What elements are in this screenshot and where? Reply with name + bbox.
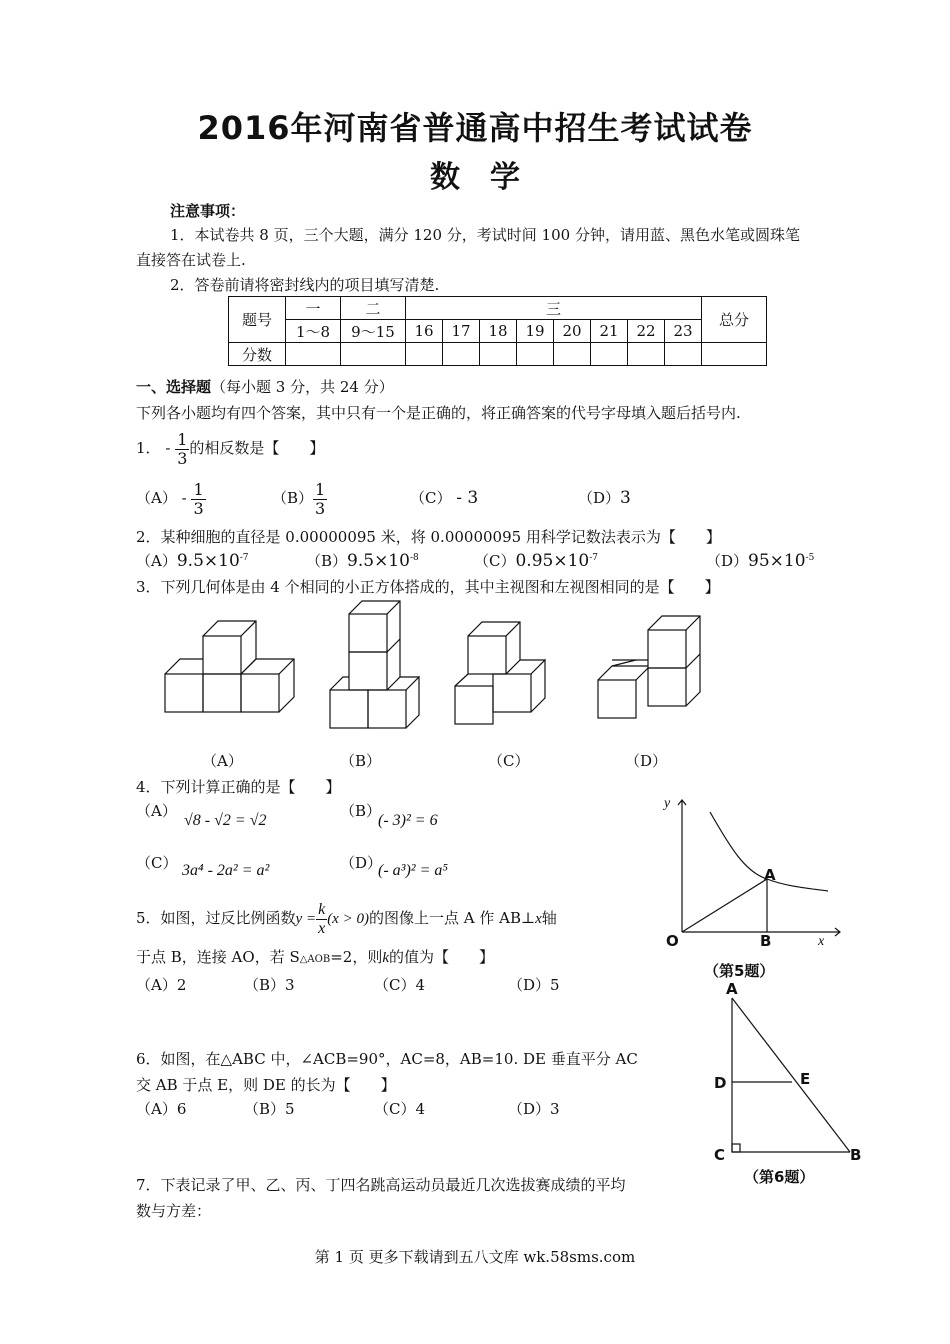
q6-option-d[interactable]: （D）3 [508,1100,560,1118]
q1-option-d[interactable]: （D）3 [578,488,631,508]
fig5-segment-ao [682,879,767,932]
score-table-col: 17 [443,320,480,343]
q6-option-c[interactable]: （C）4 [374,1100,426,1118]
q5-stem-line2: 于点 B，连接 AO，若 S△AOB=2，则k的值为【 】 [136,948,495,966]
fig5-o-label: O [666,932,679,950]
fig6-triangle [720,996,860,1160]
score-table-group-2: 二 [341,297,406,320]
q3-label-b[interactable]: （B） [340,752,382,770]
score-table-fenshu: 分数 [229,343,286,366]
score-cell[interactable] [480,343,517,366]
score-table-col: 21 [591,320,628,343]
q6-option-b[interactable]: （B）5 [244,1100,295,1118]
score-table-col: 22 [628,320,665,343]
score-cell[interactable] [286,343,341,366]
solid-a [165,621,294,712]
q4-option-c-label[interactable]: （C） [136,854,178,872]
fig5-a-label: A [764,866,776,884]
score-cell[interactable] [702,343,767,366]
score-cell[interactable] [665,343,702,366]
score-table [228,296,767,366]
fig6-d-label: D [714,1074,727,1092]
fig5-caption: （第5题） [704,962,775,980]
page-footer: 第 1 页 更多下载请到五八文库 wk.58sms.com [314,1248,636,1266]
q1-text: 的相反数是【 】 [189,439,325,457]
section1-instruction: 下列各小题均有四个答案，其中只有一个是正确的，将正确答案的代号字母填入题后括号内. [136,404,741,422]
q5-option-a[interactable]: （A）2 [136,976,187,994]
q4-option-d-label[interactable]: （D） [340,854,383,872]
solid-d [598,616,700,718]
q4-option-a-expr: √8 - √2 = √2 [184,812,267,829]
q1-option-c[interactable]: （C） - 3 [410,488,479,508]
score-table-col: 1～8 [286,320,341,343]
score-cell[interactable] [554,343,591,366]
score-table-zongfen: 总分 [702,297,767,343]
fig5-x-label: x [818,934,825,949]
fig5-graph [650,792,850,984]
q4-option-c-expr: 3a⁴ - 2a² = a² [182,862,270,879]
q6-stem-line2: 交 AB 于点 E，则 DE 的长为【 】 [136,1076,396,1094]
score-table-group-3: 三 [406,297,702,320]
q4-option-b-expr: (- 3)² = 6 [378,812,438,829]
q4-option-d-expr: (- a³)² = a⁵ [378,862,448,879]
score-cell[interactable] [443,343,480,366]
solid-c [455,622,545,724]
q5-option-b[interactable]: （B）3 [244,976,295,994]
q6-stem-line1: 6．如图，在△ABC 中，∠ACB=90°，AC=8，AB=10. DE 垂直平分 AC [136,1050,638,1068]
solid-b [330,601,419,728]
q1-stem [136,426,324,470]
q1-option-b[interactable]: （B） $\frac{1}{3}$ [272,479,326,518]
notes-heading: 注意事项： [170,202,246,220]
fig5-b-label: B [760,932,772,950]
q4-option-a-label[interactable]: （A） [136,802,177,820]
q6-option-a[interactable]: （A）6 [136,1100,187,1118]
q2-option-b[interactable]: $(B)9.5\times 10^{-8}$ [306,551,419,571]
section1-heading: 一、选择题 [136,378,212,396]
q4-stem: 4．下列计算正确的是【 】 [136,778,341,796]
q2-option-a[interactable]: $(A)9.5\times 10^{-7}$ [136,551,249,571]
notes-line1b: 直接答在试卷上. [136,251,246,269]
score-cell[interactable] [517,343,554,366]
notes-line2: 2．答卷前请将密封线内的项目填写清楚. [170,276,440,294]
fig6-caption: （第6题） [744,1168,815,1186]
score-table-col: 9～15 [341,320,406,343]
q3-label-c[interactable]: （C） [488,752,530,770]
notes-line1a: 1．本试卷共 8 页，三个大题，满分 120 分，考试时间 100 分钟，请用蓝、黑色水笔或圆珠笔 [170,226,800,244]
q5-option-d[interactable]: （D）5 [508,976,560,994]
q1-fraction: $\frac{1}{3}$ [177,429,188,468]
fig6-b-label: B [850,1146,862,1164]
score-table-col: 16 [406,320,443,343]
score-table-col: 20 [554,320,591,343]
score-cell[interactable] [628,343,665,366]
score-cell[interactable] [406,343,443,366]
score-cell[interactable] [591,343,628,366]
fig6-side-ab [732,998,850,1152]
q2-option-c[interactable]: $(C)0.95\times 10^{-7}$ [474,551,598,571]
score-table-col: 19 [517,320,554,343]
fig5-y-label: y [664,796,671,811]
score-cell[interactable] [341,343,406,366]
subject-title: 数 学 [430,160,520,195]
q1-num: 1． [136,439,161,457]
q3-label-d[interactable]: （D） [625,752,668,770]
q1-option-a[interactable]: （A） - $\frac{1}{3}$ [136,479,204,518]
fig6-e-label: E [800,1070,811,1088]
section1-heading-note: （每小题 3 分，共 24 分） [211,378,394,396]
q1-minus: - [165,439,171,457]
fig6-a-label: A [726,980,738,998]
q5-option-c[interactable]: （C）4 [374,976,426,994]
q2-stem: 2．某种细胞的直径是 0.00000095 米，将 0.00000095 用科学记数法表示为【 】 [136,528,721,546]
fig6-c-label: C [714,1146,726,1164]
q4-option-b-label[interactable]: （B） [340,802,382,820]
exam-title: 2016年河南省普通高中招生考试试卷 [197,109,753,147]
q5-stem-line1: 5．如图，过反比例函数y = $\frac{k}{x}$ (x > 0)的图像上一点 A 作 AB⊥x轴 [136,900,557,937]
score-table-col: 23 [665,320,702,343]
q2-option-d[interactable]: $(D)95\times 10^{-5}$ [706,551,815,571]
section1-heading-row [136,376,394,397]
q7-stem-line2: 数与方差： [136,1202,212,1220]
q7-stem-line1: 7．下表记录了甲、乙、丙、丁四名跳高运动员最近几次选拔赛成绩的平均 [136,1176,626,1194]
q3-label-a[interactable]: （A） [202,752,243,770]
fig6-right-angle [732,1144,740,1152]
score-table-tihao: 题号 [229,297,286,343]
score-table-col: 18 [480,320,517,343]
score-table-group-1: 一 [286,297,341,320]
q3-stem: 3．下列几何体是由 4 个相同的小正方体搭成的，其中主视图和左视图相同的是【 】 [136,578,720,596]
q3-solids-figure [150,598,730,738]
